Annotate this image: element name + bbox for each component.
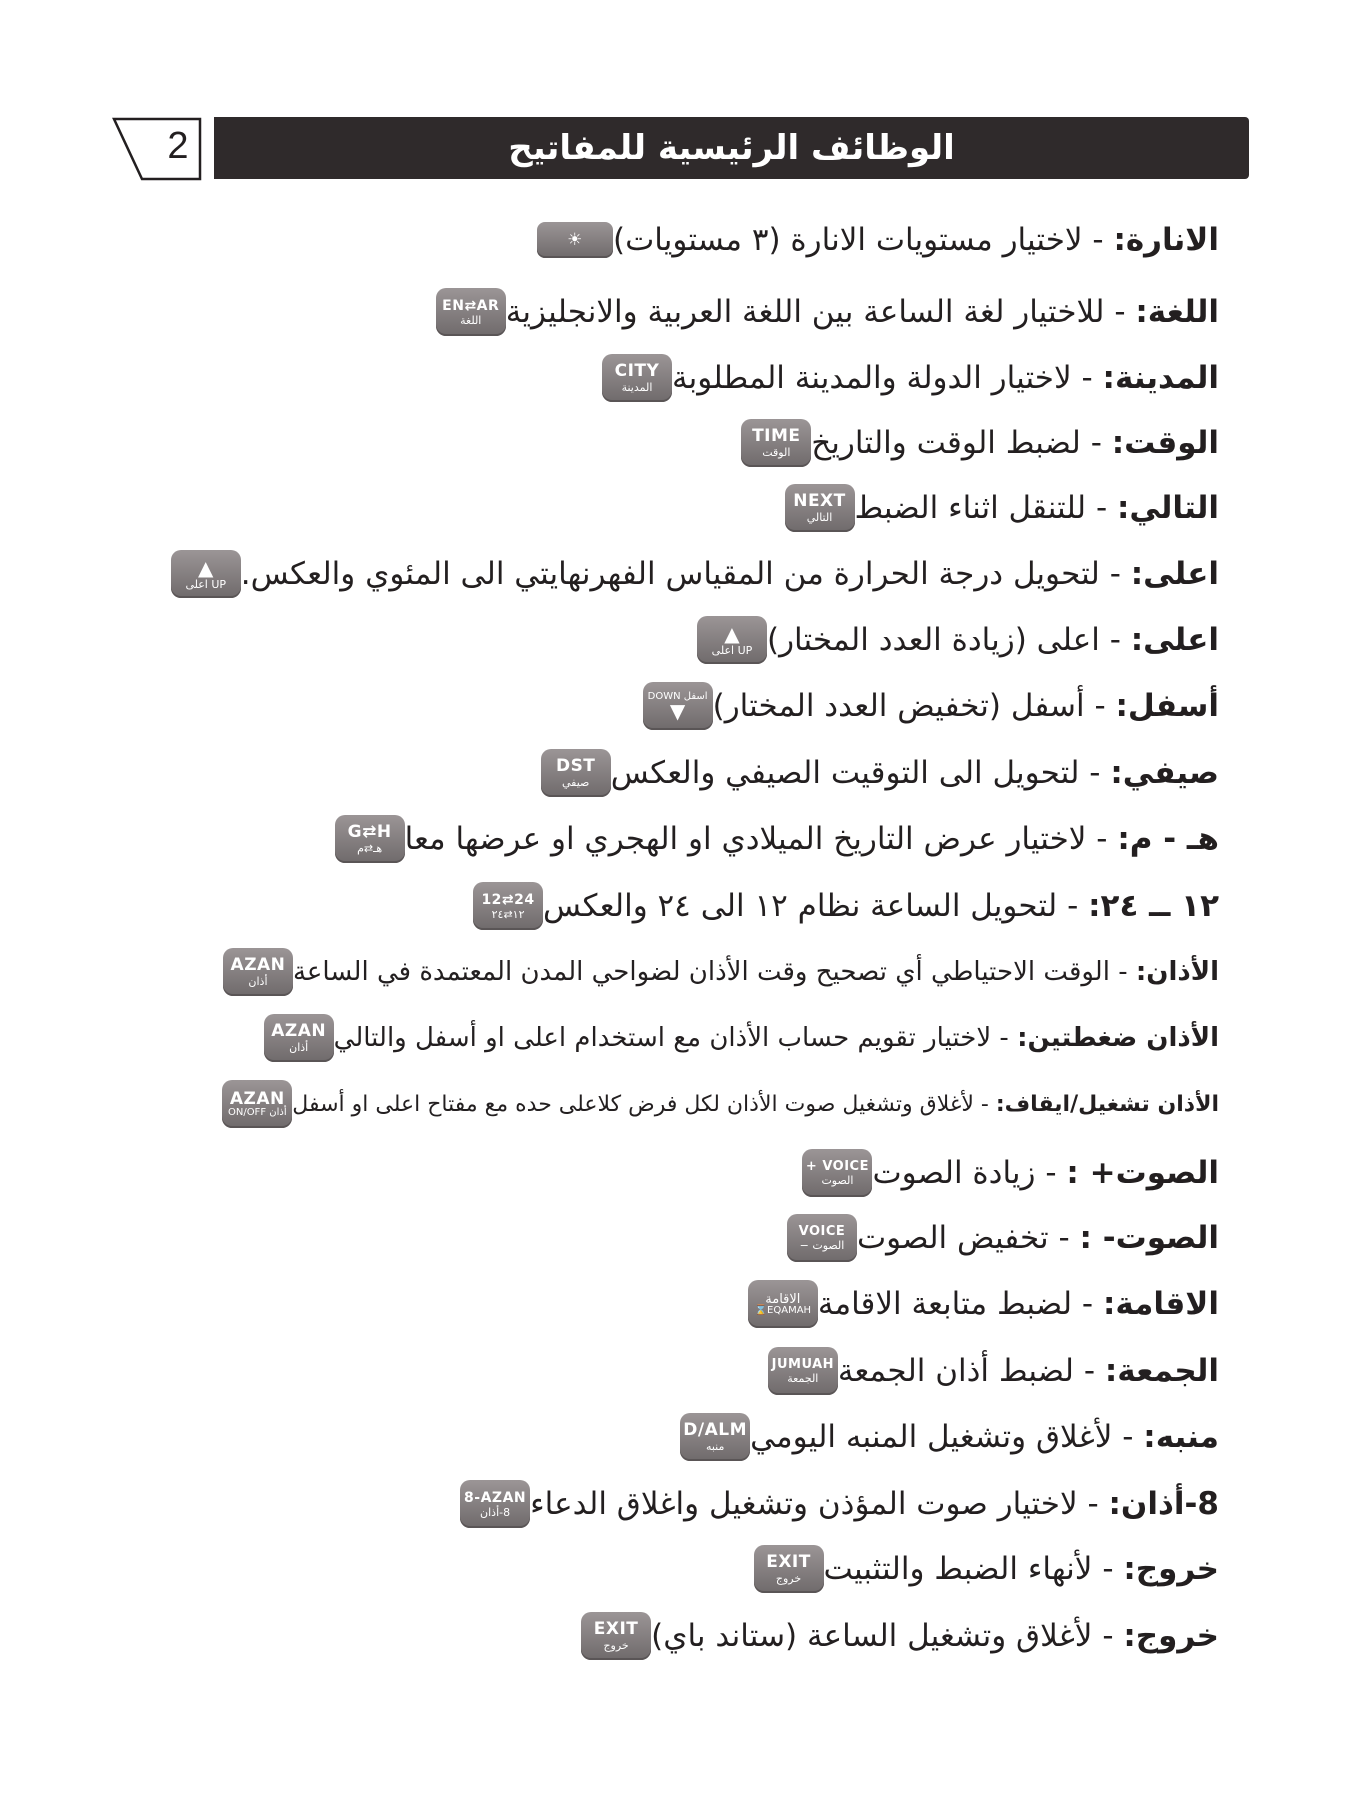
eqamah-key-icon [748,1280,818,1328]
key-label: هـ - م: [1117,821,1219,857]
list-item-time [731,416,1219,470]
key-description: - لضبط أذان الجمعة [837,1353,1105,1389]
list-item-jumuah [758,1344,1219,1398]
key-description: - أسفل (تخفيض العدد المختار) [712,688,1116,724]
key-caption: TIME [752,426,801,446]
page-number: 2 [167,125,189,167]
key-label: اللغة: [1135,294,1219,330]
key-caption: ☀ [567,229,583,250]
list-item-eqamah [738,1277,1219,1331]
key-description: - لأنهاء الضبط والتثبيت [823,1551,1124,1587]
key-caption: المدينة [621,381,653,394]
key-description: - لاختيار عرض التاريخ الميلادي او الهجري او عرضها معا [404,821,1118,857]
key-caption: DST [555,756,596,776]
exit-key-icon [581,1612,651,1660]
key-description: - لضبط الوقت والتاريخ [811,425,1112,461]
key-label: 8-أذان: [1108,1486,1219,1522]
key-caption: خروج [775,1572,802,1585]
key-caption: الاقامة [765,1291,801,1307]
key-description: - لأغلاق وتشغيل الساعة (ستاند باي) [651,1618,1124,1654]
dst-key-icon [541,749,611,797]
key-caption: VOICE [798,1224,846,1239]
key-description: - لأغلاق وتشغيل صوت الأذان لكل فرض كلاعلى حده مع مفتاح اعلى او أسفل [292,1091,996,1117]
key-label: خروج: [1123,1618,1219,1654]
key-caption: أذان [248,975,268,988]
key-label: الصوت- : [1079,1220,1219,1256]
key-description: - للاختيار لغة الساعة بين اللغة العربية والانجليزية [505,294,1136,330]
key-caption: الصوت − [799,1239,845,1252]
key-caption: CITY [614,361,660,381]
key-label: الأذان: [1135,957,1219,987]
key-caption: 8-AZAN [464,1489,527,1506]
key-caption: الوقت [762,446,791,459]
key-description: - لضبط متابعة الاقامة [817,1286,1103,1322]
key-caption: G⇄H [347,822,392,842]
page-title: الوظائف الرئيسية للمفاتيح [508,128,955,168]
key-label: اعلى: [1130,556,1219,592]
key-label: التالي: [1117,490,1219,526]
key-caption: AZAN [271,1021,327,1041]
key-description: - لتحويل درجة الحرارة من المقياس الفهرنهايتي الى المئوي والعكس. [240,556,1131,592]
gregorian-hijri-key-icon [335,815,405,863]
key-description: - اعلى (زيادة العدد المختار) [766,622,1131,658]
list-item-city [592,351,1219,405]
list-item-alarm [670,1410,1219,1464]
list-item-12-24 [463,879,1219,933]
key-caption: EXIT [766,1552,811,1572]
key-description: - الوقت الاحتياطي أي تصحيح وقت الأذان لضواحي المدن المعتمدة في الساعة [292,957,1136,987]
list-item-8-azan [450,1477,1219,1531]
up-arrow-key-icon [697,616,767,664]
key-caption: + VOICE [805,1159,869,1174]
key-caption: UP اعلى [185,577,227,591]
key-label: منبه: [1143,1419,1219,1455]
key-caption: 12⇄24 [481,891,535,908]
key-label: خروج: [1123,1551,1219,1587]
8-azan-key-icon [460,1480,530,1528]
language-key-icon [436,288,506,336]
key-caption: ▼ [669,699,686,723]
list-item-dst [531,746,1219,800]
city-key-icon [602,354,672,402]
list-item-calendar [325,812,1219,866]
volume-up-key-icon [802,1149,872,1197]
key-description: - تخفيض الصوت [856,1220,1080,1256]
azan-onoff-key-icon [222,1080,292,1128]
list-item-exit-setting [744,1542,1219,1596]
key-description: - لتحويل الى التوقيت الصيفي والعكس [610,755,1111,791]
hour-format-key-icon [473,882,543,930]
key-caption: NEXT [793,491,846,511]
list-item-exit-standby [571,1609,1219,1663]
key-description: - لاختيار الدولة والمدينة المطلوبة [671,360,1103,396]
list-item-azan-method [254,1011,1219,1065]
key-caption: ▲ [198,555,214,580]
key-label: المدينة: [1102,360,1219,396]
key-caption: أذان [289,1041,309,1054]
list-item-azan-onoff [212,1077,1219,1131]
key-label: الأذان ضغطتين: [1017,1023,1219,1053]
key-label: اعلى: [1130,622,1219,658]
key-description: - زيادة الصوت [872,1155,1067,1191]
key-label: الاقامة: [1102,1286,1219,1322]
key-description: - لاختيار تقويم حساب الأذان مع استخدام اعلى او أسفل والتالي [333,1023,1018,1053]
list-item-volume-down [777,1211,1219,1265]
key-caption: ON/OFF أذان [227,1106,287,1118]
key-caption: EXIT [593,1619,639,1639]
key-description: - للتنقل اثناء الضبط [854,490,1118,526]
key-label: الأذان تشغيل/ايقاف: [995,1091,1219,1117]
key-caption: 8-أذان [480,1505,511,1519]
list-item-next [775,481,1220,535]
list-item-up-increase [687,613,1219,667]
key-caption: UP اعلى [711,643,753,657]
key-caption: JUMUAH [771,1357,835,1372]
key-description: - لأغلاق وتشغيل المنبه اليومي [750,1419,1144,1455]
key-label: الوقت: [1111,425,1219,461]
key-caption: DOWN اسفل [647,691,708,702]
up-arrow-key-icon [171,550,241,598]
alarm-key-icon [680,1413,750,1461]
key-caption: الجمعة [787,1372,819,1385]
volume-down-key-icon [787,1214,857,1262]
next-key-icon [785,484,855,532]
key-caption: AZAN [230,955,286,975]
key-caption: EN⇄AR [442,297,500,314]
key-caption: ▲ [724,621,740,646]
list-item-up-temperature [161,547,1219,601]
time-key-icon [741,419,811,467]
azan-key-icon [223,948,293,996]
key-caption: ١٢⇄٢٤ [491,907,525,921]
key-caption: صيفي [561,776,590,789]
list-item-volume-up [792,1146,1219,1200]
list-item-azan-offset [213,945,1219,999]
exit-key-icon [754,1545,824,1593]
key-label: الجمعة: [1104,1353,1219,1389]
jumuah-key-icon [768,1347,838,1395]
list-item-language [426,285,1219,339]
key-label: صيفي: [1110,755,1219,791]
key-caption: خروج [603,1639,629,1652]
key-description: - لتحويل الساعة نظام ١٢ الى ٢٤ والعكس [543,888,1089,924]
key-label: أسفل: [1115,688,1219,724]
list-item-brightness [527,213,1219,267]
key-caption: اللغة [460,313,482,327]
key-label: ١٢ ــ ٢٤: [1088,888,1219,924]
key-caption: ⌛EQAMAH [754,1304,812,1316]
brightness-key-icon [537,222,613,258]
key-caption: منبه [705,1440,725,1453]
key-caption: هـ⇄م [357,842,383,855]
key-description: - لاختيار صوت المؤذن وتشغيل واغلاق الدعاء [530,1486,1109,1522]
key-description: - لاختيار مستويات الانارة (٣ مستويات) [612,222,1114,258]
key-label: الانارة: [1113,222,1219,258]
key-caption: AZAN [229,1088,285,1109]
azan-key-icon [264,1014,334,1062]
key-caption: الصوت [821,1174,854,1187]
key-caption: D/ALM [683,1420,748,1440]
list-item-down [633,679,1219,733]
key-caption: التالي [806,511,833,524]
down-arrow-key-icon [643,682,713,730]
key-label: الصوت+ : [1066,1155,1219,1191]
